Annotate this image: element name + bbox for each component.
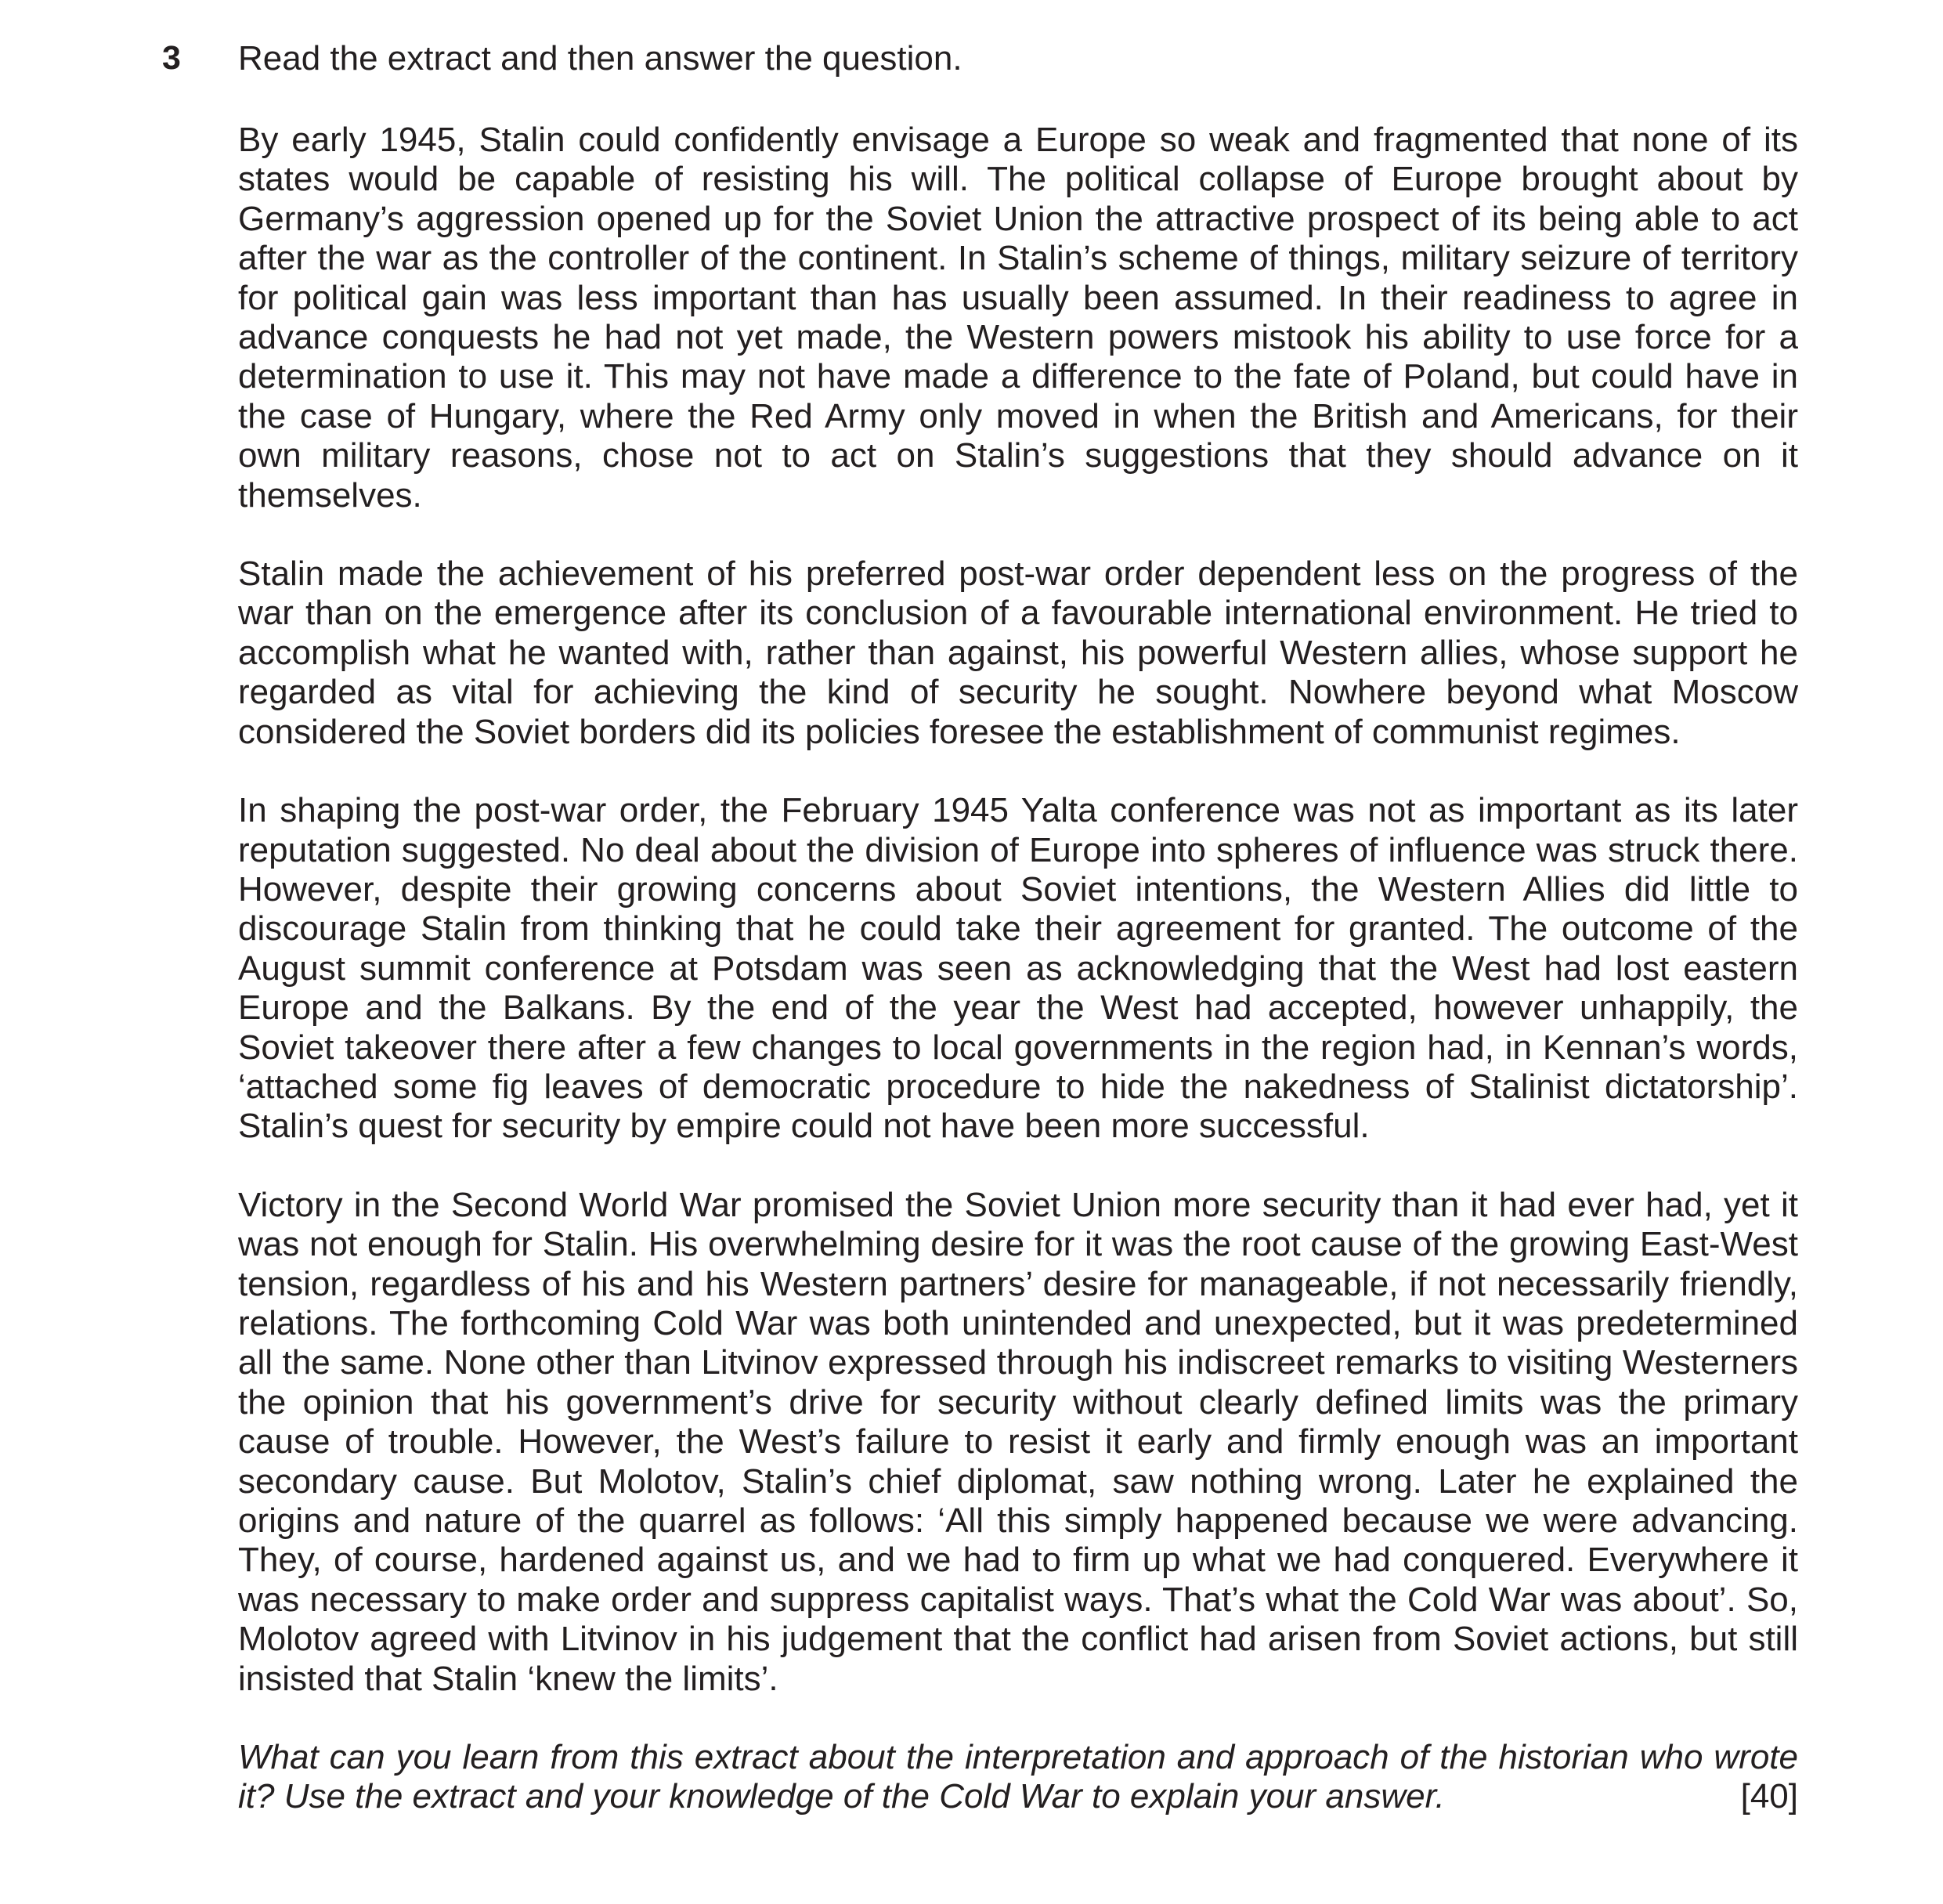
marks-allocation: [40] [1740, 1777, 1798, 1816]
extract [238, 121, 1798, 1699]
extract-paragraph-3: In shaping the post-war order, the February 1945 Yalta conference was not as important as its later reputation suggested. No deal about the division of Europe into spheres of influence was struck there. However, despite their growing concerns about Soviet intentions, the Western Allies did little to discourage Stalin from thinking that he could take their agreement for granted. The outcome of the August summit conference at Potsdam was seen as acknowledging that the West had lost eastern Europe and the Balkans. By the end of the year the West had accepted, however unhappily, the Soviet takeover there after a few changes to local governments in the region had, in Kennan’s words, ‘attached some fig leaves of democratic procedure to hide the nakedness of Stalinist dictatorship’. Stalin’s quest for security by empire could not have been more successful. [238, 791, 1798, 1146]
question-body [238, 36, 1798, 1817]
question-instruction: Read the extract and then answer the question. [238, 39, 962, 78]
extract-paragraph-1: By early 1945, Stalin could confidently envisage a Europe so weak and fragmented that none of its states would be capable of resisting his will. The political collapse of Europe brought about by Germany’s aggression opened up for the Soviet Union the attractive prospect of its being able to act after the war as the controller of the continent. In Stalin’s scheme of things, military seizure of territory for political gain was less important than has usually been assumed. In their readiness to agree in advance conquests he had not yet made, the Western powers mistook his ability to use force for a determination to use it. This may not have made a difference to the fate of Poland, but could have in the case of Hungary, where the Red Army only moved in when the British and Americans, for their own military reasons, chose not to act on Stalin’s suggestions that they should advance on it themselves. [238, 121, 1798, 515]
task-question: What can you learn from this extract about the interpretation and approach of the historian who wrote it? Use the extract and your knowledge of the Cold War to explain your answer. [238, 1738, 1798, 1816]
extract-paragraph-2: Stalin made the achievement of his preferred post-war order dependent less on the progress of the war than on the emergence after its conclusion of a favourable international environment. He tried to accomplish what he wanted with, rather than against, his powerful Western allies, whose support he regarded as vital for achieving the kind of security he sought. Nowhere beyond what Moscow considered the Soviet borders did its policies foresee the establishment of communist regimes. [238, 555, 1798, 751]
extract-paragraph-4: Victory in the Second World War promised the Soviet Union more security than it had ever had, yet it was not enough for Stalin. His overwhelming desire for it was the root cause of the growing East-West tension, regardless of his and his Western partners’ desire for manageable, if not necessarily friendly, relations. The forthcoming Cold War was both unintended and unexpected, but it was predetermined all the same. None other than Litvinov expressed through his indiscreet remarks to visiting Westerners the opinion that his government’s drive for security without clearly defined limits was the primary cause of trouble. However, the West’s failure to resist it early and firmly enough was an important secondary cause. But Molotov, Stalin’s chief diplomat, saw nothing wrong. Later he explained the origins and nature of the quarrel as follows: ‘All this simply happened because we were advancing. They, of course, hardened against us, and we had to firm up what we had conquered. Everywhere it was necessary to make order and suppress capitalist ways. That’s what the Cold War was about’. So, Molotov agreed with Litvinov in his judgement that the conflict had arisen from Soviet actions, but still insisted that Stalin ‘knew the limits’. [238, 1185, 1798, 1698]
task-row [238, 1738, 1798, 1817]
question-number: 3 [162, 39, 181, 77]
